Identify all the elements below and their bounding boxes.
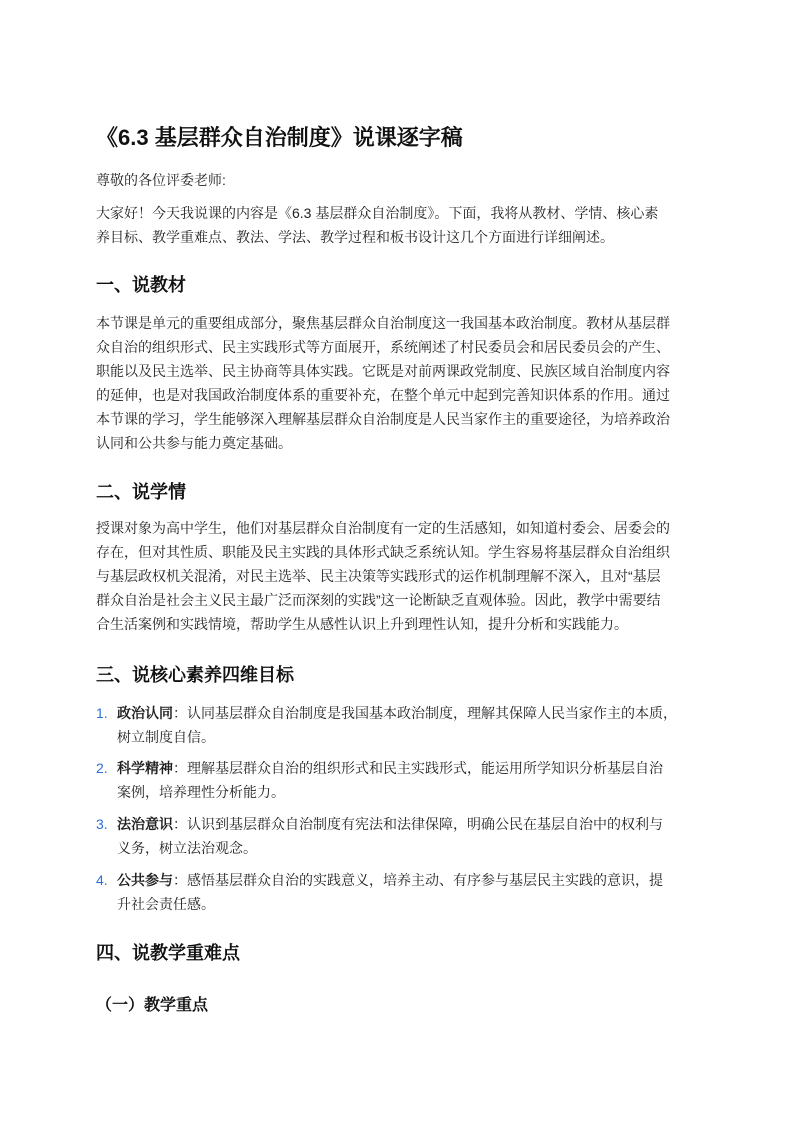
list-number: 2. (96, 760, 108, 776)
list-number: 4. (96, 872, 108, 888)
list-item-term: 科学精神 (117, 760, 173, 776)
list-item (96, 701, 677, 749)
section-heading-textbook: 一、说教材 (96, 275, 186, 295)
list-item-term: 政治认同 (117, 705, 173, 721)
paragraph-line: 授课对象为高中学生，他们对基层群众自治制度有一定的生活感知，如知道村委会、居委会的 (96, 520, 670, 536)
section-paragraph-learners (96, 516, 670, 636)
section-heading-key-points: 四、说教学重难点 (96, 943, 240, 963)
paragraph-line: 存在，但对其性质、职能及民主实践的具体形式缺乏系统认知。学生容易将基层群众自治组织 (96, 544, 670, 560)
intro-paragraph (96, 201, 658, 249)
section-heading-core-goals: 三、说核心素养四维目标 (96, 665, 294, 685)
paragraph-line: 职能以及民主选举、民主协商等具体实践。它既是对前两课政党制度、民族区域自治制度内容 (96, 363, 670, 379)
section-paragraph-textbook (96, 311, 670, 455)
list-item (96, 812, 663, 860)
document-title: 《6.3 基层群众自治制度》说课逐字稿 (96, 125, 463, 150)
list-item-text: ：认识到基层群众自治制度有宪法和法律保障，明确公民在基层自治中的权利与 (173, 816, 663, 832)
list-item-text: ：理解基层群众自治的组织形式和民主实践形式，能运用所学知识分析基层自治 (173, 760, 663, 776)
paragraph-line: 的延伸，也是对我国政治制度体系的重要补充，在整个单元中起到完善知识体系的作用。通过 (96, 387, 670, 403)
subsection-heading-focus: （一）教学重点 (96, 997, 209, 1014)
list-item-line (117, 812, 663, 836)
paragraph-line: 众自治的组织形式、民主实践形式等方面展开，系统阐述了村民委员会和居民委员会的产生、 (96, 339, 670, 355)
list-number: 1. (96, 705, 108, 721)
list-item-line (117, 701, 677, 725)
greeting-line: 尊敬的各位评委老师: (96, 172, 226, 188)
list-item-text: ：认同基层群众自治制度是我国基本政治制度，理解其保障人民当家作主的本质， (173, 705, 677, 721)
list-item (96, 756, 663, 804)
list-item-text: ：感悟基层群众自治的实践意义，培养主动、有序参与基层民主实践的意识，提 (173, 872, 663, 888)
paragraph-line: 养目标、教学重难点、教法、学法、教学过程和板书设计这几个方面进行详细阐述。 (96, 229, 614, 245)
list-item-term: 法治意识 (117, 816, 173, 832)
list-item-line: 树立制度自信。 (117, 729, 215, 745)
paragraph-line: 本节课的学习，学生能够深入理解基层群众自治制度是人民当家作主的重要途径，为培养政治 (96, 411, 670, 427)
paragraph-line: 大家好！今天我说课的内容是《6.3 基层群众自治制度》。下面，我将从教材、学情、核心素 (96, 205, 659, 221)
list-item-line: 升社会责任感。 (117, 896, 215, 912)
section-heading-learners: 二、说学情 (96, 482, 186, 502)
list-number: 3. (96, 816, 108, 832)
paragraph-line: 群众自治是社会主义民主最广泛而深刻的实践”这一论断缺乏直观体验。因此，教学中需要结 (96, 592, 661, 608)
list-item-term: 公共参与 (117, 872, 173, 888)
paragraph-line: 合生活案例和实践情境，帮助学生从感性认识上升到理性认知，提升分析和实践能力。 (96, 616, 628, 632)
paragraph-line: 本节课是单元的重要组成部分，聚焦基层群众自治制度这一我国基本政治制度。教材从基层群 (96, 315, 670, 331)
list-item-line (117, 756, 663, 780)
list-item-line: 案例，培养理性分析能力。 (117, 784, 285, 800)
list-item-line: 义务，树立法治观念。 (117, 840, 257, 856)
paragraph-line: 认同和公共参与能力奠定基础。 (96, 435, 292, 451)
list-item (96, 868, 663, 916)
paragraph-line: 与基层政权机关混淆，对民主选举、民主决策等实践形式的运作机制理解不深入，且对“基层 (96, 568, 661, 584)
list-item-line (117, 868, 663, 892)
